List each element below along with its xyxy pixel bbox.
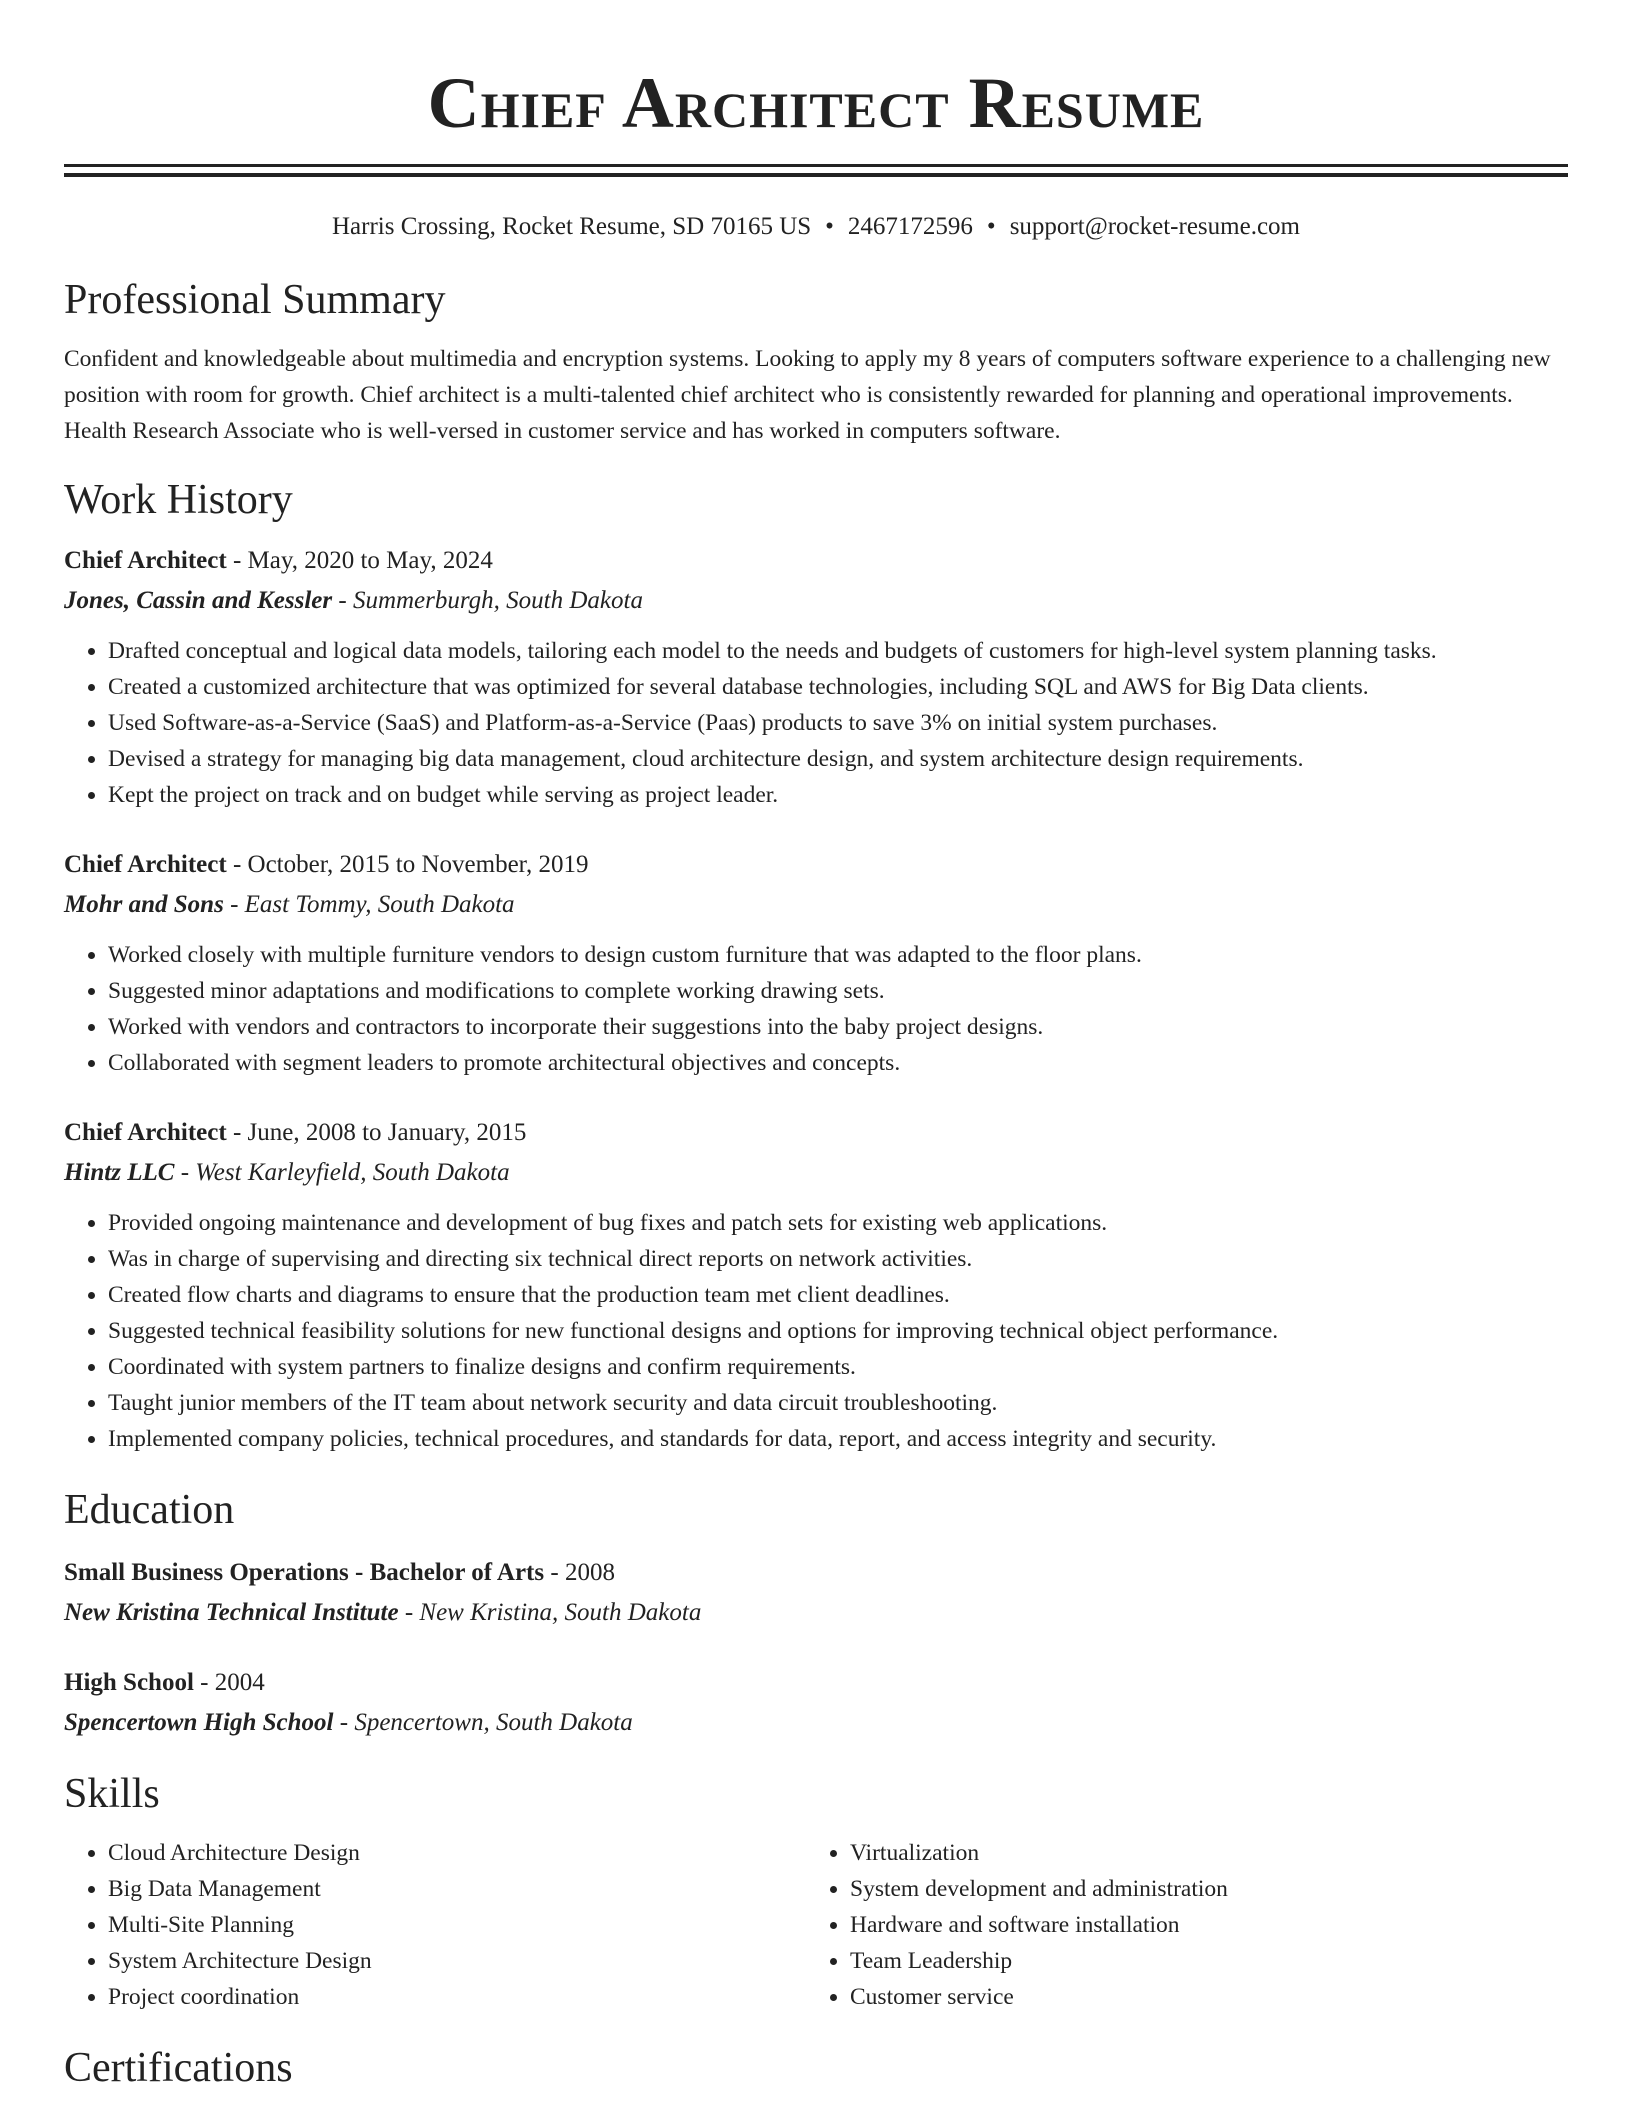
contact-separator: •	[986, 213, 996, 240]
certifications-heading: Certifications	[64, 2045, 293, 2091]
education-header	[64, 1553, 1568, 1593]
skill-item: • Project coordination	[108, 1979, 806, 2015]
skills-left-column	[64, 1835, 806, 2015]
education-year: - 2004	[193, 1669, 265, 1696]
job-bullets	[64, 937, 1568, 1081]
job-employer	[64, 885, 1568, 925]
job-bullet: • Drafted conceptual and logical data models, tailoring each model to the needs and budgets of customers for high-level system planning tasks.	[108, 633, 1568, 669]
contact-address: Harris Crossing, Rocket Resume, SD 70165 US	[332, 213, 812, 240]
job-header	[64, 541, 1568, 581]
contact-line	[64, 211, 1568, 243]
job-employer	[64, 1153, 1568, 1193]
job-bullet: • Coordinated with system partners to finalize designs and confirm requirements.	[108, 1349, 1568, 1385]
job-bullet: • Created a customized architecture that was optimized for several database technologies, including SQL and AWS for Big Data clients.	[108, 669, 1568, 705]
education-school: Spencertown High School	[64, 1709, 334, 1736]
education-year: - 2008	[544, 1559, 615, 1586]
skill-item: • Hardware and software installation	[850, 1907, 1548, 1943]
job-location: - Summerburgh, South Dakota	[332, 587, 643, 614]
skill-item: • Multi-Site Planning	[108, 1907, 806, 1943]
title-rule-top	[64, 164, 1568, 167]
contact-email: support@rocket-resume.com	[1009, 213, 1300, 240]
job-header	[64, 845, 1568, 885]
job-bullet: • Taught junior members of the IT team about network security and data circuit troubleshooting.	[108, 1385, 1568, 1421]
education-header	[64, 1663, 1568, 1703]
education-entry	[64, 1663, 1568, 1743]
education-degree: High School	[64, 1669, 194, 1696]
skill-item: • Customer service	[850, 1979, 1548, 2015]
skills-right-column	[806, 1835, 1548, 2015]
skill-item: • System Architecture Design	[108, 1943, 806, 1979]
job-bullet: • Worked closely with multiple furniture vendors to design custom furniture that was adapted to the floor plans.	[108, 937, 1568, 973]
skills-heading: Skills	[64, 1771, 160, 1817]
title-rule-bottom	[64, 173, 1568, 177]
job-bullet: • Suggested minor adaptations and modifications to complete working drawing sets.	[108, 973, 1568, 1009]
job-dates: - October, 2015 to November, 2019	[226, 851, 589, 878]
education-location: - Spencertown, South Dakota	[333, 1709, 633, 1736]
job-bullet: • Provided ongoing maintenance and development of bug fixes and patch sets for existing web applications.	[108, 1205, 1568, 1241]
job-employer	[64, 581, 1568, 621]
education-school-line	[64, 1593, 1568, 1633]
job-dates: - May, 2020 to May, 2024	[226, 547, 493, 574]
job-bullet: • Collaborated with segment leaders to promote architectural objectives and concepts.	[108, 1045, 1568, 1081]
job-entry	[64, 1113, 1568, 1457]
skill-item: • System development and administration	[850, 1871, 1548, 1907]
job-bullet: • Used Software-as-a-Service (SaaS) and Platform-as-a-Service (Paas) products to save 3% on initial system purchases.	[108, 705, 1568, 741]
summary-heading: Professional Summary	[64, 277, 446, 323]
job-location: - West Karleyfield, South Dakota	[174, 1159, 510, 1186]
skill-item: • Team Leadership	[850, 1943, 1548, 1979]
work-history-heading: Work History	[64, 477, 293, 523]
job-bullet: • Kept the project on track and on budget while serving as project leader.	[108, 777, 1568, 813]
resume-title: Chief Architect Resume	[427, 63, 1205, 143]
job-bullet: • Implemented company policies, technical procedures, and standards for data, report, and access integrity and security.	[108, 1421, 1568, 1457]
job-title: Chief Architect	[64, 851, 227, 878]
job-bullet: • Created flow charts and diagrams to ensure that the production team met client deadlines.	[108, 1277, 1568, 1313]
job-bullet: • Devised a strategy for managing big data management, cloud architecture design, and system architecture design requirements.	[108, 741, 1568, 777]
skill-item: • Big Data Management	[108, 1871, 806, 1907]
job-company: Hintz LLC	[64, 1159, 175, 1186]
education-heading: Education	[64, 1487, 235, 1533]
job-dates: - June, 2008 to January, 2015	[226, 1119, 527, 1146]
job-location: - East Tommy, South Dakota	[223, 891, 515, 918]
skill-item: • Virtualization	[850, 1835, 1548, 1871]
skill-item: • Cloud Architecture Design	[108, 1835, 806, 1871]
job-entry	[64, 845, 1568, 1081]
job-entry	[64, 541, 1568, 813]
job-bullet: • Was in charge of supervising and directing six technical direct reports on network activities.	[108, 1241, 1568, 1277]
job-bullet: • Worked with vendors and contractors to incorporate their suggestions into the baby project designs.	[108, 1009, 1568, 1045]
job-bullet: • Suggested technical feasibility solutions for new functional designs and options for improving technical object performance.	[108, 1313, 1568, 1349]
job-bullets	[64, 633, 1568, 813]
job-title: Chief Architect	[64, 1119, 227, 1146]
job-company: Mohr and Sons	[64, 891, 224, 918]
contact-phone: 2467172596	[847, 213, 973, 240]
skills-columns	[64, 1835, 1568, 2015]
education-school-line	[64, 1703, 1568, 1743]
education-entry	[64, 1553, 1568, 1633]
contact-separator: •	[825, 213, 834, 240]
summary-text: Confident and knowledgeable about multimedia and encryption systems. Looking to apply my 8 years of computers software experience to a challenging new position with room for growth. Chief architect is a multi-talented chief architect who is consistently rewarded for planning and operational improvements. Health Research Associate who is well-versed in customer service and has worked in computers software.	[64, 346, 1551, 444]
education-location: - New Kristina, South Dakota	[398, 1599, 702, 1626]
education-degree: Small Business Operations - Bachelor of Arts	[64, 1559, 545, 1586]
education-school: New Kristina Technical Institute	[64, 1599, 399, 1626]
job-bullets	[64, 1205, 1568, 1457]
job-company: Jones, Cassin and Kessler	[64, 587, 333, 614]
job-title: Chief Architect	[64, 547, 227, 574]
job-header	[64, 1113, 1568, 1153]
resume-page	[64, 0, 1568, 2095]
